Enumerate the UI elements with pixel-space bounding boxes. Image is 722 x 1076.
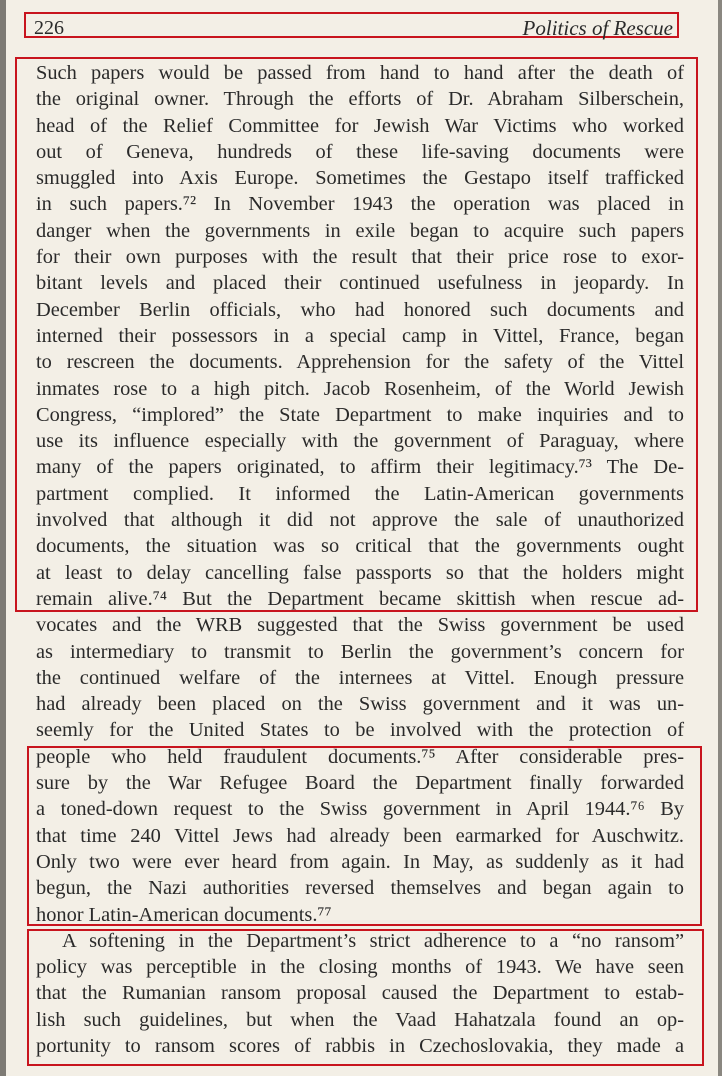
page-edge-right	[718, 0, 722, 1076]
text-line: head of the Relief Committee for Jewish War Victims who worked	[36, 114, 684, 137]
text-line: documents, the situation was so critical that the governments ought	[36, 535, 684, 558]
text-line: to rescreen the documents. Apprehension for the safety of the Vittel	[36, 351, 684, 374]
text-line: December Berlin officials, who had honored such documents and	[36, 298, 684, 321]
text-line: A softening in the Department’s strict adherence to a “no ransom”	[62, 929, 684, 952]
page-edge-left	[0, 0, 6, 1076]
text-line: that time 240 Vittel Jews had already been earmarked for Auschwitz.	[36, 824, 684, 847]
text-line: Only two were ever heard from again. In May, as suddenly as it had	[36, 850, 684, 873]
text-line: partment complied. It informed the Latin-American governments	[36, 482, 684, 505]
text-line: people who held fraudulent documents.⁷⁵ After considerable pres-	[36, 745, 684, 768]
text-line: interned their possessors in a special camp in Vittel, France, began	[36, 324, 684, 347]
header-highlight-box	[24, 12, 679, 38]
text-line: vocates and the WRB suggested that the Swiss government be used	[36, 614, 684, 637]
text-line: portunity to ransom scores of rabbis in Czechoslovakia, they made a	[36, 1034, 684, 1057]
text-line: many of the papers originated, to affirm their legitimacy.⁷³ The De-	[36, 456, 684, 479]
body-text	[36, 60, 684, 1059]
page-number: 226	[34, 17, 64, 39]
text-line: inmates rose to a high pitch. Jacob Rosenheim, of the World Jewish	[36, 377, 684, 400]
text-line: the original owner. Through the efforts of Dr. Abraham Silberschein,	[36, 88, 684, 111]
text-line: remain alive.⁷⁴ But the Department became skittish when rescue ad-	[36, 587, 684, 610]
text-line: involved that although it did not approve the sale of unauthorized	[36, 509, 684, 532]
running-head: Politics of Rescue	[522, 16, 673, 40]
text-line: seemly for the United States to be involved with the protection of	[36, 719, 684, 742]
text-line: sure by the War Refugee Board the Department finally forwarded	[36, 772, 684, 795]
text-line: for their own purposes with the result that their price rose to exor-	[36, 246, 684, 269]
text-line: smuggled into Axis Europe. Sometimes the Gestapo itself trafficked	[36, 167, 684, 190]
text-line: Congress, “implored” the State Department to make inquiries and to	[36, 403, 684, 426]
text-line: policy was perceptible in the closing months of 1943. We have seen	[36, 956, 684, 979]
text-line: lish such guidelines, but when the Vaad Hahatzala found an op-	[36, 1008, 684, 1031]
text-line: begun, the Nazi authorities reversed themselves and began again to	[36, 877, 684, 900]
text-line: that the Rumanian ransom proposal caused the Department to estab-	[36, 982, 684, 1005]
text-line: Such papers would be passed from hand to hand after the death of	[36, 62, 684, 84]
text-line: use its influence especially with the government of Paraguay, where	[36, 430, 684, 453]
text-line: danger when the governments in exile began to acquire such papers	[36, 219, 684, 242]
text-line: had already been placed on the Swiss government and it was un-	[36, 693, 684, 716]
text-line: the continued welfare of the internees at Vittel. Enough pressure	[36, 666, 684, 689]
text-line: bitant levels and placed their continued usefulness in jeopardy. In	[36, 272, 684, 295]
text-line: out of Geneva, hundreds of these life-saving documents were	[36, 140, 684, 163]
text-line: honor Latin-American documents.⁷⁷	[36, 903, 332, 926]
text-line: at least to delay cancelling false passports so that the holders might	[36, 561, 684, 584]
text-line: as intermediary to transmit to Berlin the government’s concern for	[36, 640, 684, 663]
text-line: in such papers.⁷² In November 1943 the operation was placed in	[36, 193, 684, 216]
text-line: a toned-down request to the Swiss government in April 1944.⁷⁶ By	[36, 798, 684, 821]
